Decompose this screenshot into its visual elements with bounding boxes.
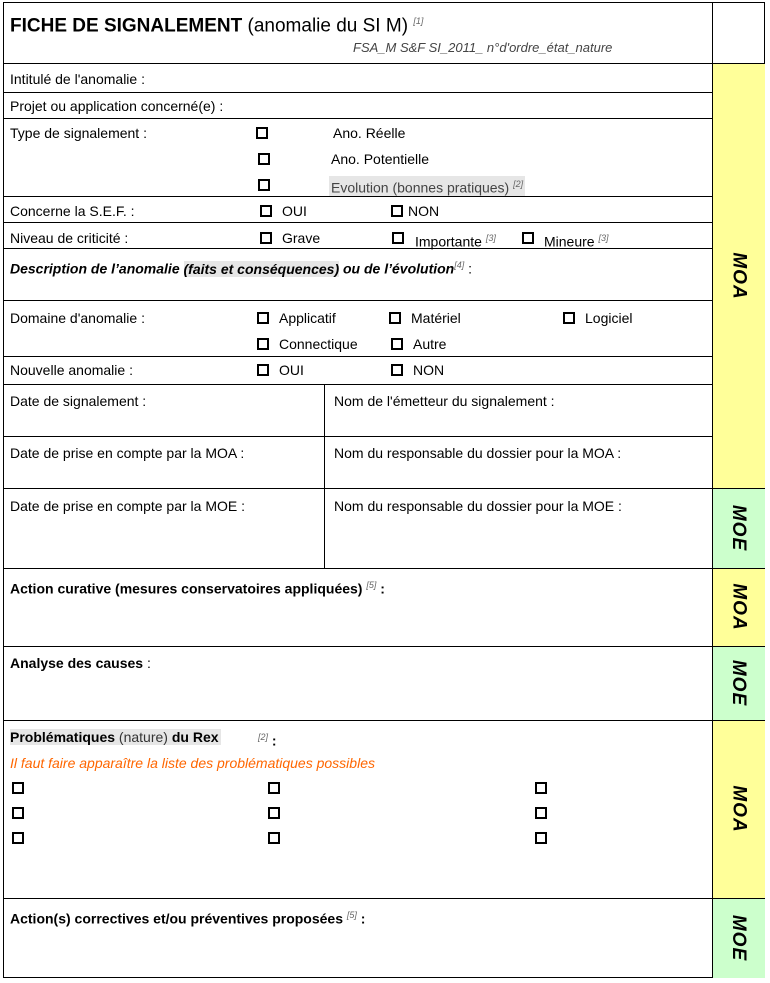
checkbox-sef-non[interactable] xyxy=(391,205,403,217)
problematiques-hint: Il faut faire apparaître la liste des problématiques possibles xyxy=(10,755,375,771)
rule xyxy=(3,568,765,569)
description-c: ou de l’évolution xyxy=(343,260,455,277)
label-problematiques xyxy=(10,729,221,745)
option-importante xyxy=(415,230,496,250)
description-footnote: [4] xyxy=(454,260,465,270)
rule xyxy=(3,196,712,197)
form-frame xyxy=(3,2,765,978)
side-moe-3 xyxy=(712,898,765,978)
checkbox-probleme-4[interactable] xyxy=(12,807,24,819)
option-evolution xyxy=(329,176,525,196)
checkbox-logiciel[interactable] xyxy=(563,312,575,324)
rule xyxy=(3,720,765,721)
evolution-footnote: [2] xyxy=(513,179,524,189)
checkbox-evolution[interactable] xyxy=(258,179,270,191)
actions-correctives-colon: : xyxy=(360,910,366,927)
label-intitule: Intitulé de l'anomalie : xyxy=(10,71,145,87)
rule xyxy=(3,646,765,647)
checkbox-grave[interactable] xyxy=(260,232,272,244)
label-nouvelle: Nouvelle anomalie : xyxy=(10,362,133,378)
checkbox-probleme-7[interactable] xyxy=(12,832,24,844)
checkbox-mineure[interactable] xyxy=(522,232,534,244)
problematiques-end: du Rex xyxy=(171,729,219,745)
option-logiciel: Logiciel xyxy=(585,310,633,326)
option-mineure xyxy=(544,230,609,250)
checkbox-probleme-2[interactable] xyxy=(268,782,280,794)
side-moe-3-label: MOE xyxy=(728,914,750,962)
rule xyxy=(3,300,712,301)
checkbox-connectique[interactable] xyxy=(257,338,269,350)
checkbox-importante[interactable] xyxy=(392,232,404,244)
label-sef: Concerne la S.E.F. : xyxy=(10,203,135,219)
label-description xyxy=(10,257,472,277)
option-ano-reelle: Ano. Réelle xyxy=(333,125,406,141)
side-moa-2-label: MOA xyxy=(728,583,750,631)
option-importante-label: Importante xyxy=(415,233,482,250)
checkbox-materiel[interactable] xyxy=(389,312,401,324)
label-actions-correctives xyxy=(10,907,365,927)
checkbox-ano-potentielle[interactable] xyxy=(258,153,270,165)
side-moe-2 xyxy=(712,646,765,720)
rule xyxy=(3,356,712,357)
nouvelle-non-label: NON xyxy=(413,362,445,378)
sef-non-label: NON xyxy=(408,203,440,219)
checkbox-nouvelle-oui[interactable] xyxy=(257,364,269,376)
sef-oui-label: OUI xyxy=(282,203,307,219)
side-moe-2-label: MOE xyxy=(728,659,750,707)
rule xyxy=(3,384,712,385)
title-bold: FICHE DE SIGNALEMENT xyxy=(10,15,243,37)
rule xyxy=(3,92,712,93)
actions-correctives-text: Action(s) correctives et/ou préventives proposées xyxy=(10,910,343,927)
checkbox-applicatif[interactable] xyxy=(257,312,269,324)
option-ano-potentielle: Ano. Potentielle xyxy=(331,151,430,167)
divider-main-right xyxy=(712,2,713,978)
label-projet: Projet ou application concerné(e) : xyxy=(10,98,224,114)
label-nom-emetteur: Nom de l'émetteur du signalement : xyxy=(334,393,555,409)
divider-mid-dates xyxy=(324,384,325,568)
option-applicatif: Applicatif xyxy=(279,310,336,326)
option-grave: Grave xyxy=(282,230,321,246)
label-domaine: Domaine d'anomalie : xyxy=(10,310,145,326)
rule xyxy=(3,436,712,437)
description-a: Description de l’anomalie xyxy=(10,260,180,277)
option-evolution-label: Evolution (bonnes pratiques) xyxy=(331,179,510,196)
label-criticite: Niveau de criticité : xyxy=(10,230,129,246)
label-date-signalement: Date de signalement : xyxy=(10,393,147,409)
reference-code: FSA_M S&F SI_2011_ n°d'ordre_état_nature xyxy=(353,40,613,55)
checkbox-probleme-1[interactable] xyxy=(12,782,24,794)
side-moa-1-label: MOA xyxy=(728,251,750,300)
problematiques-footnote: [2] xyxy=(258,732,269,742)
description-colon: : xyxy=(468,260,473,277)
checkbox-sef-oui[interactable] xyxy=(260,205,272,217)
side-moa-3-label: MOA xyxy=(728,785,750,833)
actions-correctives-footnote: [5] xyxy=(346,910,357,920)
rule xyxy=(3,118,712,119)
checkbox-autre[interactable] xyxy=(391,338,403,350)
checkbox-nouvelle-non[interactable] xyxy=(391,364,403,376)
page-title xyxy=(10,10,423,37)
problematiques-suffix xyxy=(258,729,277,749)
side-moa-1 xyxy=(712,63,765,488)
action-curative-text: Action curative (mesures conservatoires appliquées) xyxy=(10,580,363,597)
label-action-curative xyxy=(10,577,385,597)
checkbox-ano-reelle[interactable] xyxy=(256,127,268,139)
label-analyse xyxy=(10,655,151,671)
checkbox-probleme-3[interactable] xyxy=(535,782,547,794)
rule xyxy=(3,898,765,899)
option-connectique: Connectique xyxy=(279,336,358,352)
option-autre: Autre xyxy=(413,336,447,352)
label-type: Type de signalement : xyxy=(10,125,147,141)
action-curative-footnote: [5] xyxy=(366,580,377,590)
action-curative-colon: : xyxy=(380,580,385,597)
side-moe-1-label: MOE xyxy=(728,504,750,552)
label-date-moe: Date de prise en compte par la MOE : xyxy=(10,498,245,514)
nouvelle-oui-label: OUI xyxy=(279,362,304,378)
checkbox-probleme-5[interactable] xyxy=(268,807,280,819)
checkbox-probleme-9[interactable] xyxy=(535,832,547,844)
problematiques-colon: : xyxy=(271,732,277,749)
checkbox-probleme-6[interactable] xyxy=(535,807,547,819)
side-moa-2 xyxy=(712,568,765,646)
problematiques-mid: (nature) xyxy=(118,729,168,745)
rule xyxy=(3,222,712,223)
rule xyxy=(3,488,765,489)
side-moe-1 xyxy=(712,488,765,568)
option-materiel: Matériel xyxy=(411,310,461,326)
side-moa-3 xyxy=(712,720,765,898)
analyse-bold: Analyse des causes xyxy=(10,655,144,671)
option-mineure-label: Mineure xyxy=(544,233,595,250)
importante-footnote: [3] xyxy=(485,233,496,243)
rule xyxy=(3,63,765,64)
problematiques-bold: Problématiques xyxy=(10,729,116,745)
analyse-colon: : xyxy=(146,655,151,671)
checkbox-probleme-8[interactable] xyxy=(268,832,280,844)
mineure-footnote: [3] xyxy=(598,233,609,243)
label-resp-moe: Nom du responsable du dossier pour la MOE : xyxy=(334,498,622,514)
label-date-moa: Date de prise en compte par la MOA : xyxy=(10,445,245,461)
title-footnote: [1] xyxy=(413,16,424,26)
title-rest: (anomalie du SI M) xyxy=(247,15,409,37)
label-resp-moa: Nom du responsable du dossier pour la MOA : xyxy=(334,445,622,461)
description-b: (faits et conséquences) xyxy=(183,260,340,277)
